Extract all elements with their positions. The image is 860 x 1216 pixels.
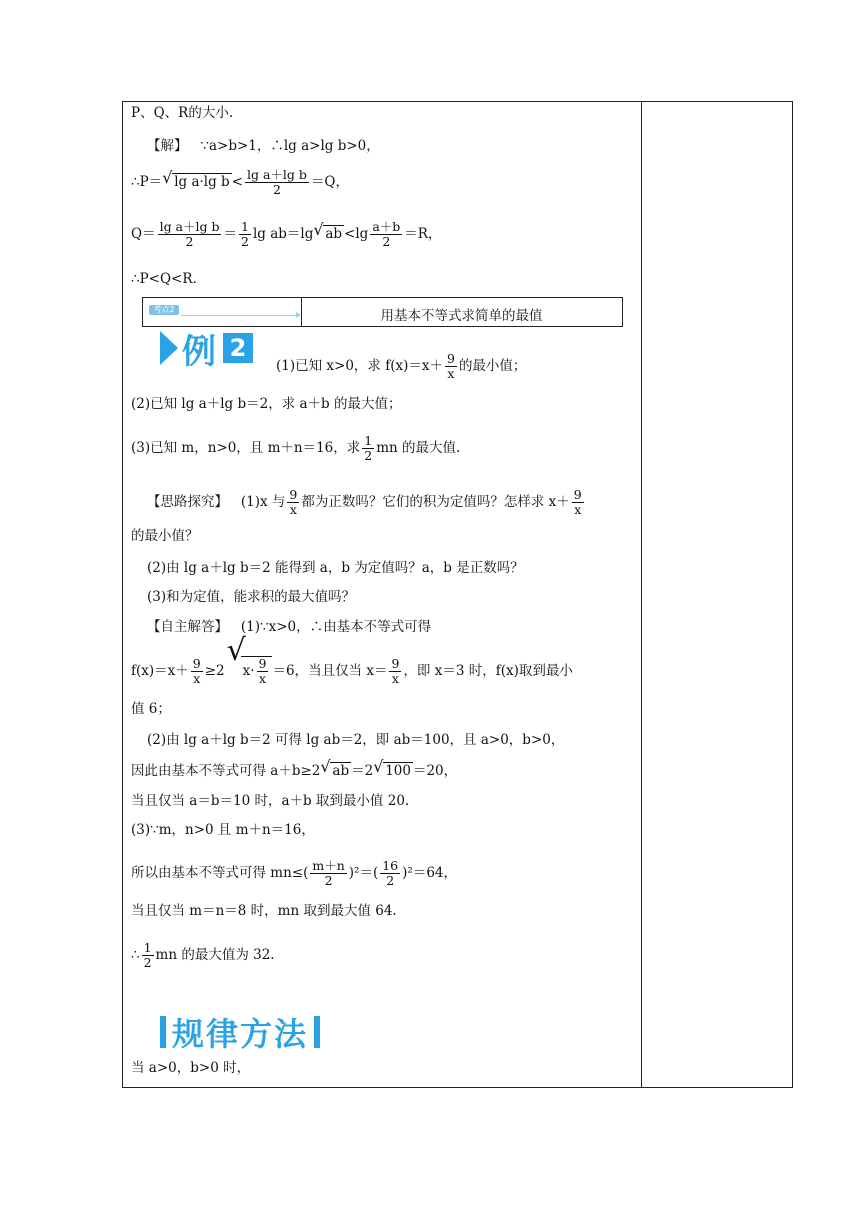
fraction-lg-sum: $\frac{\text{lg a＋lg b}}{2}$ <box>246 167 307 197</box>
answer-line-2: f(x)＝x＋ $\frac{9}{x}$ ≥2√ x· $\frac{9}{x}$ ＝6，当且仅当 x＝ $\frac{9}{x}$ ，即 x＝3 时，f(x)取到最小 <box>131 656 573 686</box>
example-badge: 例 2 <box>160 330 253 366</box>
fraction-apb: $\frac{a+b}{2}$ <box>372 219 401 249</box>
sqrt-ab: √ ab <box>323 225 344 242</box>
answer-line-1: 【自主解答】 (1)∵x>0，∴由基本不等式可得 <box>147 619 432 635</box>
rule-heading: 规律方法 <box>160 1012 320 1052</box>
line-conclusion: ∴P<Q<R. <box>131 271 197 287</box>
chevron-right-icon <box>160 331 178 365</box>
fraction-half: $\frac{1}{2}$ <box>240 219 249 249</box>
example-q2: (2)已知 lg a＋lg b＝2，求 a＋b 的最大值； <box>131 396 402 412</box>
fraction-half-q3: $\frac{1}{2}$ <box>364 433 373 463</box>
solution-label: 【解】 <box>147 138 188 154</box>
answer-line-4: (2)由 lg a＋lg b＝2 可得 lg ab＝2，即 ab＝100，且 a>0，b>0， <box>147 732 565 748</box>
line-p: ∴P＝√ lg a·lg b < $\frac{\text{lg a＋lg b}}{2}$ ＝Q， <box>131 168 349 197</box>
answer-line-9: 当且仅当 m＝n＝8 时，mn 取到最大值 64. <box>131 903 397 919</box>
explore-line-1: 【思路探究】 (1)x 与 $\frac{9}{x}$ 都为正数吗？它们的积为定值吗？怎样求 x＋ $\frac{9}{x}$ <box>147 487 582 517</box>
topic-header <box>142 297 623 327</box>
sqrt-product: √ x· $\frac{9}{x}$ <box>241 656 273 686</box>
answer-line-8: 所以由基本不等式可得 mn≤( $\frac{m+n}{2}$ )²＝( $\frac{16}{2}$ )²＝64， <box>131 858 457 888</box>
topic-title: 用基本不等式求简单的最值 <box>380 308 543 324</box>
answer-line-10: ∴ $\frac{1}{2}$ mn 的最大值为 32. <box>131 940 275 970</box>
fraction-lg-sum-2: $\frac{\text{lg a＋lg b}}{2}$ <box>159 219 220 249</box>
example-q3: (3)已知 m，n>0，且 m＋n＝16，求 $\frac{1}{2}$ mn 的最大值. <box>131 433 461 463</box>
arrow-icon <box>181 315 299 316</box>
solution-line: 【解】 ∵a>b>1，∴lg a>lg b>0， <box>147 138 380 154</box>
rule-text: 当 a>0，b>0 时， <box>131 1060 251 1076</box>
answer-line-6: 当且仅当 a＝b＝10 时，a＋b 取到最小值 20. <box>131 793 410 809</box>
column-divider <box>641 101 642 1088</box>
answer-line-5: 因此由基本不等式可得 a＋b≥2√ ab ＝2√ 100 ＝20， <box>131 762 457 779</box>
answer-label: 【自主解答】 <box>147 619 228 635</box>
explore-line-2: (2)由 lg a＋lg b＝2 能得到 a，b 为定值吗？a，b 是正数吗？ <box>147 560 524 576</box>
topic-badge: 考点2 <box>149 305 179 315</box>
explore-line-1b: 的最小值？ <box>131 528 199 544</box>
answer-line-3: 值 6； <box>131 701 171 717</box>
line-q: Q＝ $\frac{\text{lg a＋lg b}}{2}$ ＝ $\frac{1}{2}$ lg ab＝lg√ ab <lg $\frac{a+b}{2}$ ＝R， <box>131 220 441 249</box>
explore-line-3: (3)和为定值，能求积的最大值吗？ <box>147 589 356 605</box>
example-q1: (1)已知 x>0，求 f(x)＝x＋ $\frac{9}{x}$ 的最小值； <box>276 351 527 381</box>
line-intro: P、Q、R的大小. <box>131 105 234 121</box>
answer-line-7: (3)∵m，n>0 且 m＋n＝16， <box>131 822 315 838</box>
fraction-9-over-x: $\frac{9}{x}$ <box>446 351 455 381</box>
explore-label: 【思路探究】 <box>147 494 228 510</box>
sqrt-lg-product: √ lg a·lg b <box>172 173 231 190</box>
